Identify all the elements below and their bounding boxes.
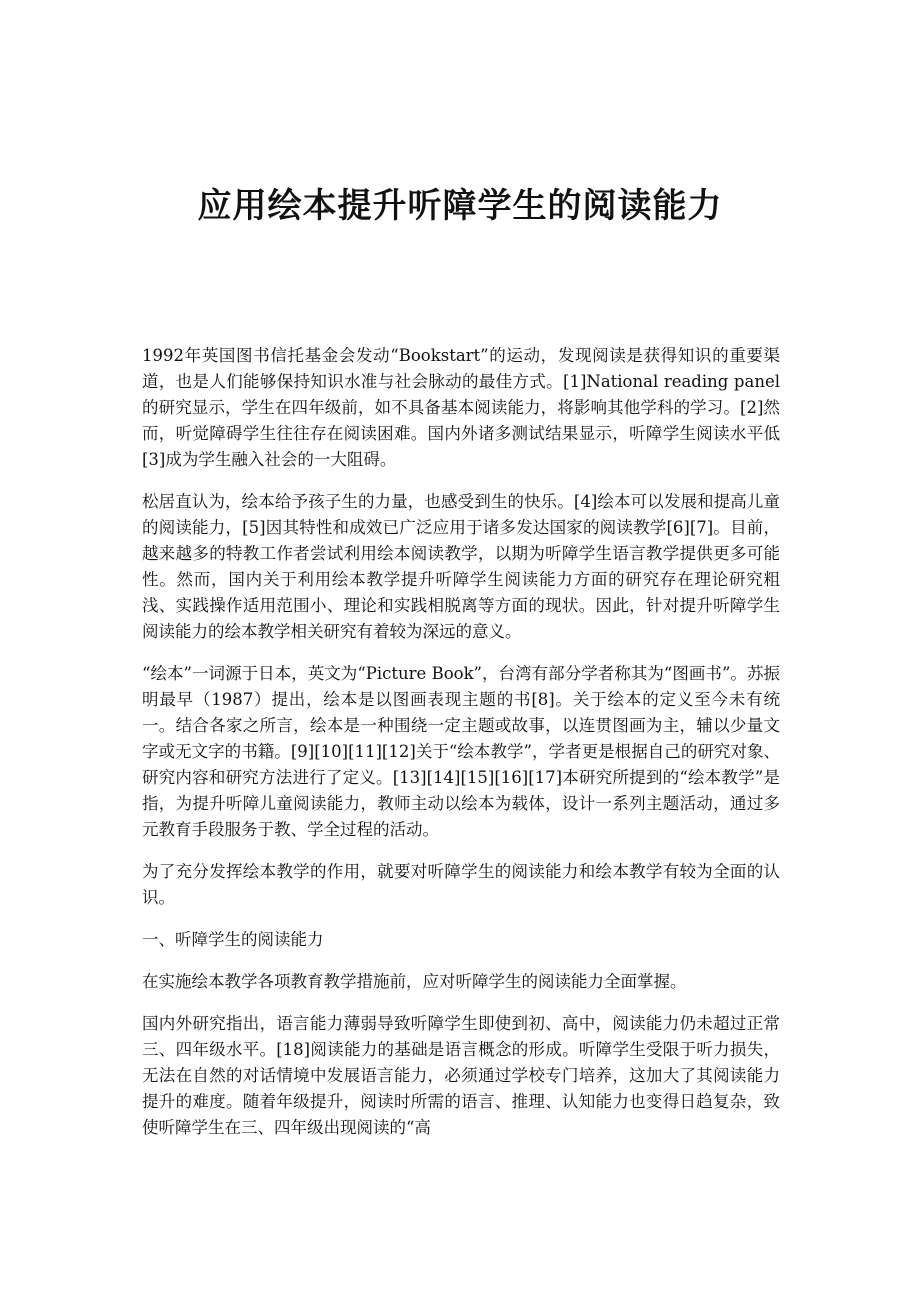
paragraph-picture-book-value: 松居直认为，绘本给予孩子生的力量，也感受到生的快乐。[4]绘本可以发展和提高儿童的阅读能力，[5]因其特性和成效已广泛应用于诸多发达国家的阅读教学[6][7]。目前，越来越多的特教工作者尝试利用绘本阅读教学，以期为听障学生语言教学提供更多可能性。然而，国内关于利用绘本教学提升听障学生阅读能力方面的研究存在理论研究粗浅、实践操作适用范围小、理论和实践相脱离等方面的现状。因此，针对提升听障学生阅读能力的绘本教学相关研究有着较为深远的意义。 <box>142 492 780 641</box>
paragraph-section-intro: 在实施绘本教学各项教育教学措施前，应对听障学生的阅读能力全面掌握。 <box>142 972 687 991</box>
paragraph-transition: 为了充分发挥绘本教学的作用，就要对听障学生的阅读能力和绘本教学有较为全面的认识。 <box>142 862 780 907</box>
section-heading: 一、听障学生的阅读能力 <box>142 930 324 949</box>
paragraph-intro: 1992年英国图书信托基金会发动“Bookstart”的运动，发现阅读是获得知识的重要渠道，也是人们能够保持知识水准与社会脉动的最佳方式。[1]National reading panel的研究显示，学生在四年级前，如不具备基本阅读能力，将影响其他学科的学习。[2]然而，听觉障碍学生往往存在阅读困难。国内外诸多测试结果显示，听障学生阅读水平低[3]成为学生融入社会的一大阻碍。 <box>142 346 780 469</box>
paragraph-research: 国内外研究指出，语言能力薄弱导致听障学生即使到初、高中，阅读能力仍未超过正常三、四年级水平。[18]阅读能力的基础是语言概念的形成。听障学生受限于听力损失，无法在自然的对话情境中发展语言能力，必须通过学校专门培养，这加大了其阅读能力提升的难度。随着年级提升，阅读时所需的语言、推理、认知能力也变得日趋复杂，致使听障学生在三、四年级出现阅读的“高 <box>142 1014 780 1137</box>
paragraph-definition: “绘本”一词源于日本，英文为“Picture Book”，台湾有部分学者称其为“图画书”。苏振明最早（1987）提出，绘本是以图画表现主题的书[8]。关于绘本的定义至今未有统一。结合各家之所言，绘本是一种围绕一定主题或故事，以连贯图画为主，辅以少量文字或无文字的书籍。[9][10][11][12]关于“绘本教学”，学者更是根据自己的研究对象、研究内容和研究方法进行了定义。[13][14][15][16][17]本研究所提到的“绘本教学”是指，为提升听障儿童阅读能力，教师主动以绘本为载体，设计一系列主题活动，通过多元教育手段服务于教、学全过程的活动。 <box>142 664 780 839</box>
document-title: 应用绘本提升听障学生的阅读能力 <box>197 186 723 226</box>
document-body <box>142 343 780 1157</box>
